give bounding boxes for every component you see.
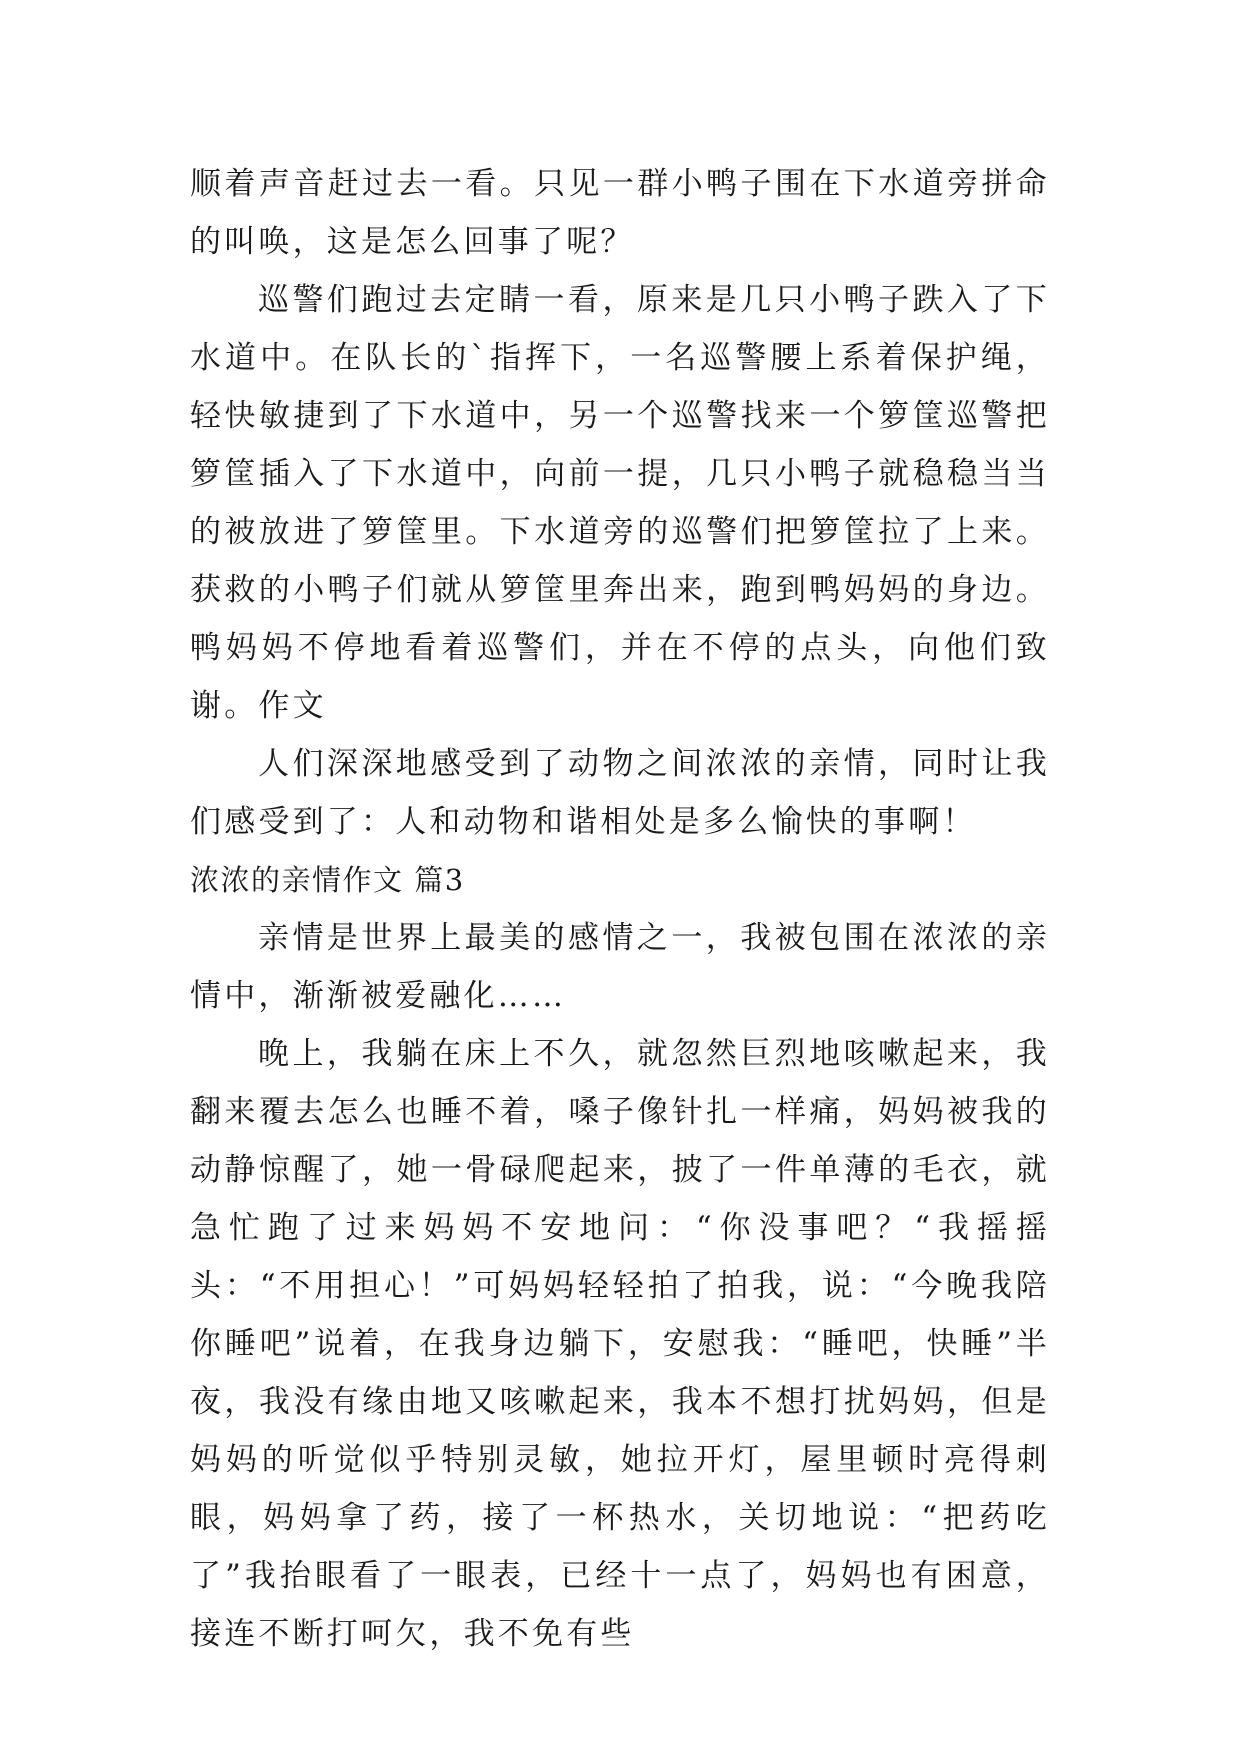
- paragraph-2: 巡警们跑过去定睛一看，原来是几只小鸭子跌入了下水道中。在队长的`指挥下，一名巡警腰上系着保护绳，轻快敏捷到了下水道中，另一个巡警找来一个箩筐巡警把箩筐插入了下水道中，向前一提，几只小鸭子就稳稳当当的被放进了箩筐里。下水道旁的巡警们把箩筐拉了上来。获救的小鸭子们就从箩筐里奔出来，跑到鸭妈妈的身边。鸭妈妈不停地看着巡警们，并在不停的点头，向他们致谢。作文: [190, 282, 1050, 724]
- paragraph-4: 亲情是世界上最美的感情之一，我被包围在浓浓的亲情中，渐渐被爱融化……: [190, 920, 1050, 1014]
- section-heading: 浓浓的亲情作文 篇3: [190, 863, 465, 897]
- paragraph-3: 人们深深地感受到了动物之间浓浓的亲情，同时让我们感受到了：人和动物和谐相处是多么愉快的事啊！: [190, 746, 1050, 840]
- paragraph-1: 顺着声音赶过去一看。只见一群小鸭子围在下水道旁拼命的叫唤，这是怎么回事了呢？: [190, 166, 1050, 260]
- paragraph-5: 晚上，我躺在床上不久，就忽然巨烈地咳嗽起来，我翻来覆去怎么也睡不着，嗓子像针扎一样痛，妈妈被我的动静惊醒了，她一骨碌爬起来，披了一件单薄的毛衣，就急忙跑了过来妈妈不安地问：“你没事吧？“我摇摇头：“不用担心！”可妈妈轻轻拍了拍我，说：“今晚我陪你睡吧”说着，在我身边躺下，安慰我：“睡吧，快睡”半夜，我没有缘由地又咳嗽起来，我本不想打扰妈妈，但是妈妈的听觉似乎特别灵敏，她拉开灯，屋里顿时亮得刺眼，妈妈拿了药，接了一杯热水，关切地说：“把药吃了”我抬眼看了一眼表，已经十一点了，妈妈也有困意，接连不断打呵欠，我不免有些: [190, 1036, 1050, 1652]
- document-page: [190, 155, 1050, 1663]
